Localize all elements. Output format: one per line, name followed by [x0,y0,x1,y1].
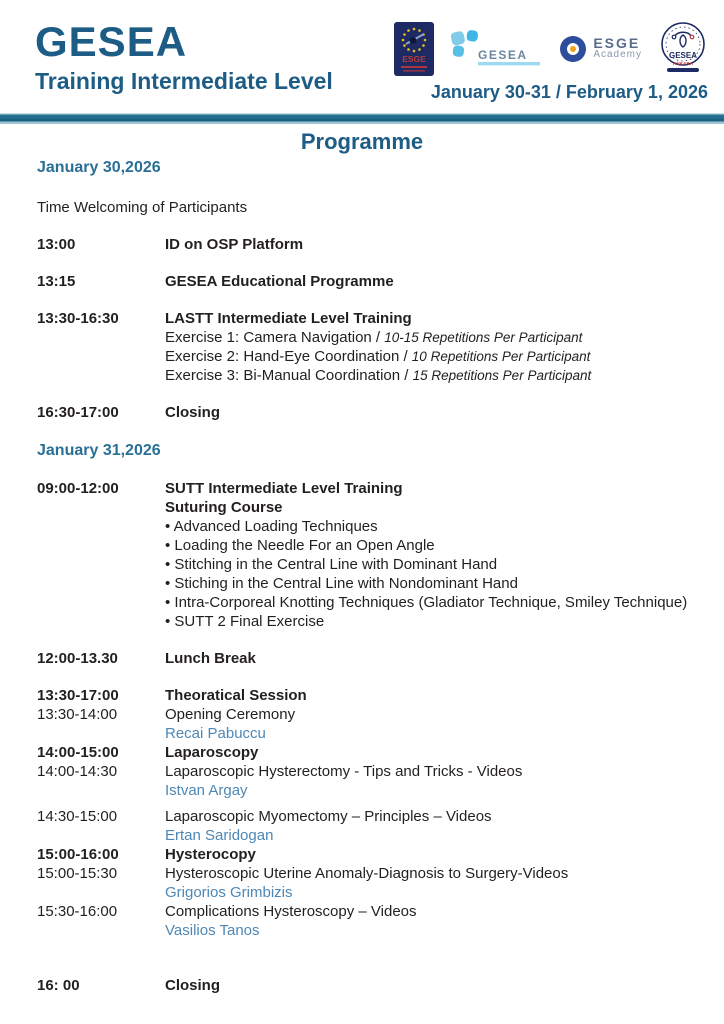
bullet-glyph: • [165,594,175,611]
schedule-row [37,366,700,385]
time-cell [37,826,165,845]
time-cell: 14:00-15:00 [37,744,119,761]
detail-text: Suturing Course [165,499,283,516]
schedule-row [37,347,700,366]
schedule-row [37,864,700,883]
svg-text:GESEA: GESEA [668,51,698,60]
session-title: Complications Hysteroscopy – Videos [165,903,417,920]
schedule-row [37,555,700,574]
bullet-text: Intra-Corporeal Knotting Techniques (Gladiator Technique, Smiley Technique) [174,594,688,611]
time-cell [37,498,165,517]
session-title: GESEA Educational Programme [165,273,394,290]
gesea-ankara-logo-icon [656,20,710,78]
bullet-item [165,517,700,536]
time-cell [37,612,165,631]
session-title: Lunch Break [165,650,256,667]
time-cell [37,555,165,574]
bullet-text: Advanced Loading Techniques [173,518,378,535]
svg-text:GESEA: GESEA [478,48,528,62]
session-title: ID on OSP Platform [165,236,304,253]
day-intro: Time Welcoming of Participants [37,199,248,216]
bullet-item [165,536,700,555]
time-cell: 13:00 [37,236,76,253]
gesea-logo-icon [448,27,544,71]
speaker-name: Ertan Saridogan [165,827,274,844]
schedule-row [37,517,700,536]
session-title: Hysterocopy [165,846,256,863]
svg-text:ESGE: ESGE [402,54,427,64]
schedule-row [37,686,700,705]
speaker-name: Vasilios Tanos [165,922,260,939]
bullet-item [165,612,700,631]
session-detail [165,366,700,385]
schedule-row [37,403,700,422]
schedule-row [37,309,700,328]
schedule-row [37,498,700,517]
session-title: SUTT Intermediate Level Training [165,480,403,497]
schedule-row [37,826,700,845]
session-title: Laparoscopy [165,744,259,761]
bullet-text: Stitching in the Central Line with Dominant Hand [174,556,498,573]
session-title: LASTT Intermediate Level Training [165,310,412,327]
bullet-text: SUTT 2 Final Exercise [174,613,325,630]
schedule-row [37,649,700,668]
session-detail [165,328,700,347]
time-cell: 16: 00 [37,977,80,994]
bullet-text: Loading the Needle For an Open Angle [174,537,435,554]
esge-academy-line1: ESGE [593,35,641,51]
schedule-row [37,845,700,864]
detail-text: Exercise 2: Hand-Eye Coordination / [165,348,412,365]
time-cell: 09:00-12:00 [37,480,119,497]
detail-repetitions: 10-15 Repetitions Per Participant [384,330,583,345]
esge-academy-line2: Academy [593,49,642,60]
schedule-row [37,593,700,612]
bullet-text: Stiching in the Central Line with Nondominant Hand [174,575,518,592]
detail-repetitions: 10 Repetitions Per Participant [411,349,591,364]
bullet-item [165,593,700,612]
header-right [394,20,710,103]
bullet-glyph: • [165,556,175,573]
bullet-glyph: • [165,518,174,535]
brand-title: GESEA [35,18,188,65]
bullet-glyph: • [165,575,175,592]
header-divider [0,113,724,124]
time-cell [37,517,165,536]
time-cell [37,536,165,555]
time-cell [37,574,165,593]
esge-academy-text [593,37,642,61]
bullet-glyph: • [165,613,175,630]
brand-subtitle: Training Intermediate Level [35,68,333,94]
time-cell: 13:15 [37,273,76,290]
session-title: Hysteroscopic Uterine Anomaly-Diagnosis to Surgery-Videos [165,865,569,882]
time-cell: 15:00-16:00 [37,846,119,863]
day-section [37,158,700,422]
detail-repetitions: 15 Repetitions Per Participant [412,368,592,383]
schedule-row [37,724,700,743]
bullet-glyph: • [165,537,175,554]
speaker-name: Istvan Argay [165,782,248,799]
schedule-row [37,235,700,254]
schedule-row [37,705,700,724]
esge-society-logo-icon [394,22,434,76]
bullet-item [165,555,700,574]
time-cell: 13:30-14:00 [37,706,118,723]
schedule-row [37,883,700,902]
session-title: Laparoscopic Hysterectomy - Tips and Tricks - Videos [165,763,523,780]
schedule-row [37,781,700,800]
speaker-name: Grigorios Grimbizis [165,884,293,901]
session-title: Laparoscopic Myomectomy – Principles – Videos [165,808,492,825]
time-cell: 13:30-16:30 [37,310,119,327]
time-cell [37,593,165,612]
time-cell: 15:30-16:00 [37,903,118,920]
session-detail [165,498,700,517]
session-title: Opening Ceremony [165,706,296,723]
time-cell [37,781,165,800]
detail-text: Exercise 3: Bi-Manual Coordination / [165,367,413,384]
bullet-item [165,574,700,593]
schedule-row [37,976,700,995]
event-dates: January 30-31 / February 1, 2026 [430,82,708,102]
time-cell [37,366,165,385]
schedule-row [37,536,700,555]
time-cell: 13:30-17:00 [37,687,119,704]
time-cell [37,724,165,743]
detail-text: Exercise 1: Camera Navigation / [165,329,385,346]
time-cell: 14:00-14:30 [37,763,118,780]
time-cell [37,328,165,347]
schedule [0,158,724,995]
brand-block [35,20,333,96]
day-section [37,441,700,995]
schedule-row [37,328,700,347]
logo-row [394,20,710,78]
time-cell: 14:30-15:00 [37,808,118,825]
time-cell [37,921,165,940]
time-cell: 12:00-13.30 [37,650,118,667]
session-title: Closing [165,977,220,994]
schedule-row [37,902,700,921]
schedule-row [37,921,700,940]
time-cell: 15:00-15:30 [37,865,118,882]
speaker-name: Recai Pabuccu [165,725,266,742]
esge-academy-logo-icon [558,34,642,64]
time-cell: 16:30-17:00 [37,404,119,421]
time-cell [37,883,165,902]
schedule-row [37,272,700,291]
session-detail [165,347,700,366]
schedule-row [37,479,700,498]
time-cell [37,347,165,366]
schedule-row [37,574,700,593]
session-title: Theoratical Session [165,687,307,704]
page-title: Programme [300,129,424,154]
day-date-heading: January 31,2026 [37,442,161,459]
day-date-heading: January 30,2026 [37,159,161,176]
schedule-row [37,807,700,826]
schedule-row [37,612,700,631]
schedule-row [37,762,700,781]
session-title: Closing [165,404,220,421]
schedule-row [37,743,700,762]
header [0,0,724,103]
svg-text:ANKARA: ANKARA [673,61,693,66]
